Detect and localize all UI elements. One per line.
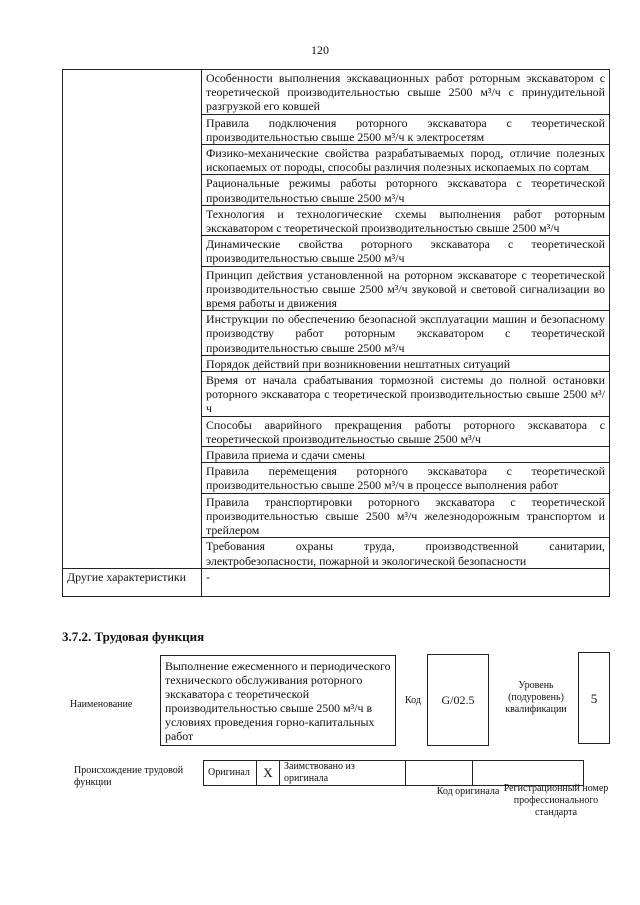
original-mark: X xyxy=(257,761,280,786)
section-title: 3.7.2. Трудовая функция xyxy=(62,629,205,644)
knowledge-row: Требования охраны труда, производственной санитарии, электробезопасности, пожарной и экологической безопасности xyxy=(206,539,605,568)
other-characteristics-value: - xyxy=(202,568,610,596)
code-label: Код xyxy=(405,695,421,706)
origin-label: Происхождение трудовой функции xyxy=(74,765,184,788)
knowledge-table xyxy=(62,69,610,597)
other-characteristics-label: Другие характеристики xyxy=(63,568,202,596)
knowledge-rows xyxy=(202,70,609,568)
knowledge-row: Особенности выполнения экскавационных работ роторным экскаватором с теоретической производительностью свыше 2500 м³/ч с принудительной разгрузкой его ковшей xyxy=(202,70,609,115)
function-code-value: G/02.5 xyxy=(427,654,489,746)
knowledge-row: Правила подключения роторного экскаватора с теоретической производительностью свыше 2500 м³/ч к электросетям xyxy=(202,115,609,145)
knowledge-label-cell xyxy=(63,70,202,569)
qualification-level-label: Уровень (подуровень) квалификации xyxy=(505,680,567,715)
knowledge-row: Правила приема и сдачи смены xyxy=(202,447,609,463)
knowledge-rows-cell xyxy=(202,70,610,569)
function-name-value: Выполнение ежесменного и периодического технического обслуживания роторного экскаватора с теоретической производительностью свыше 2500 м³/ч в условиях проведения горно-капитальных работ xyxy=(160,655,396,746)
knowledge-row: Технология и технологические схемы выполнения работ роторным экскаватором с теоретической производительностью свыше 2500 м³/ч xyxy=(202,206,609,236)
knowledge-row: Способы аварийного прекращения работы роторного экскаватора с теоретической производительностью свыше 2500 м³/ч xyxy=(202,417,609,447)
page-number: 120 xyxy=(311,43,329,57)
knowledge-row: Рациональные режимы работы роторного экскаватора с теоретической производительностью свыше 2500 м³/ч xyxy=(202,175,609,205)
knowledge-row: Инструкции по обеспечению безопасной эксплуатации машин и безопасному производству работ роторным экскаватором с теоретической производительностью свыше 2500 м³/ч xyxy=(202,311,609,356)
original-label: Оригинал xyxy=(204,761,257,786)
knowledge-row: Динамические свойства роторного экскаватора с теоретической производительностью свыше 2500 м³/ч xyxy=(202,236,609,266)
original-code-cell xyxy=(406,761,473,786)
knowledge-row: Порядок действий при возникновении нештатных ситуаций xyxy=(202,356,609,372)
knowledge-row: Физико-механические свойства разрабатываемых пород, отличие полезных ископаемых от породы, способы различия полезных ископаемых по сортам xyxy=(202,145,609,175)
knowledge-row: Правила транспортировки роторного экскаватора с теоретической производительностью свыше 2500 м³/ч железнодорожным транспортом и трейлером xyxy=(202,494,609,539)
name-label: Наименование xyxy=(70,699,133,710)
knowledge-row: Время от начала срабатывания тормозной системы до полной остановки роторного экскаватора с теоретической производительностью свыше 2500 м³/ч xyxy=(202,372,609,417)
knowledge-row: Правила перемещения роторного экскаватора с теоретической производительностью свыше 2500 м³/ч в процессе выполнения работ xyxy=(202,463,609,493)
registration-number-caption: Регистрационный номер профессионального стандарта xyxy=(503,783,609,818)
knowledge-row: Принцип действия установленной на роторном экскаваторе с теоретической производительностью свыше 2500 м³/ч звуковой и световой сигнализации во время работы и движения xyxy=(202,267,609,312)
borrowed-label: Заимствовано из оригинала xyxy=(280,761,406,786)
qualification-level-value: 5 xyxy=(578,652,610,744)
original-code-caption: Код оригинала xyxy=(436,786,500,797)
registration-number-cell xyxy=(473,761,584,786)
